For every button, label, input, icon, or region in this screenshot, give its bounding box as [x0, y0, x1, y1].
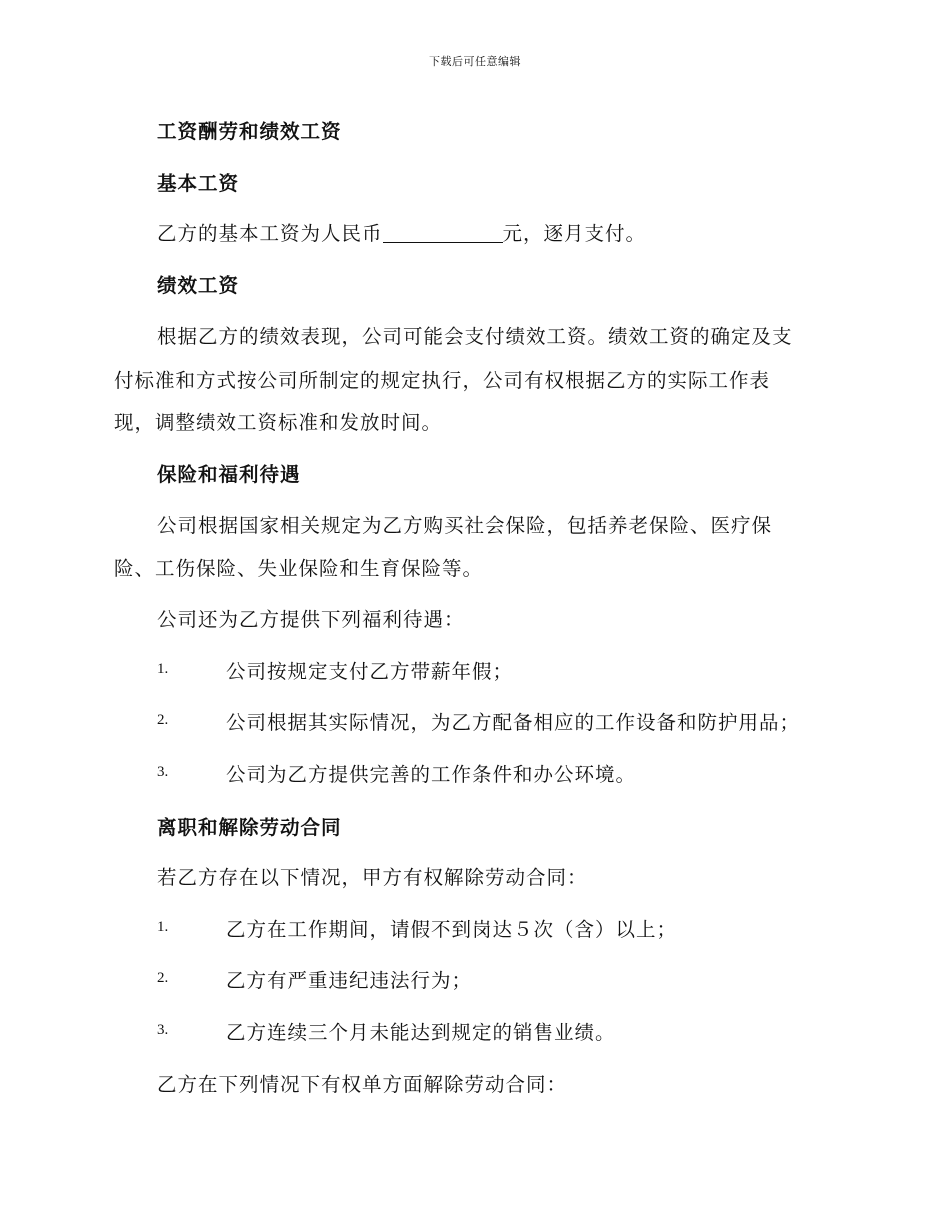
section-title: 工资酬劳和绩效工资 [157, 120, 342, 143]
termination-item-number: 2. [157, 970, 169, 986]
termination-intro: 若乙方存在以下情况，甲方有权解除劳动合同： [157, 866, 588, 889]
page-header: 下载后可任意编辑 [429, 55, 521, 68]
basic-salary-text-before: 乙方的基本工资为人民币 [157, 222, 383, 245]
basic-salary-heading: 基本工资 [157, 172, 240, 195]
termination-item-text: 乙方有严重违纪违法行为； [226, 969, 473, 992]
benefit-item-text: 公司为乙方提供完善的工作条件和办公环境。 [226, 763, 637, 786]
termination-heading: 离职和解除劳动合同 [157, 816, 342, 839]
salary-amount-blank [383, 224, 503, 243]
performance-paragraph-line: 现，调整绩效工资标准和发放时间。 [114, 411, 443, 434]
insurance-paragraph-line: 公司根据国家相关规定为乙方购买社会保险，包括养老保险、医疗保 [157, 514, 773, 537]
employee-termination-right: 乙方在下列情况下有权单方面解除劳动合同： [157, 1073, 568, 1096]
basic-salary-text-after: 元，逐月支付。 [502, 222, 647, 245]
basic-salary-text [157, 218, 646, 246]
benefit-item-text: 公司按规定支付乙方带薪年假； [226, 660, 514, 683]
benefit-item-text: 公司根据其实际情况，为乙方配备相应的工作设备和防护用品； [226, 711, 801, 734]
benefit-item-number: 1. [157, 661, 169, 677]
insurance-paragraph-line: 险、工伤保险、失业保险和生育保险等。 [114, 557, 484, 580]
termination-item-text: 乙方在工作期间，请假不到岗达５次（含）以上； [226, 918, 678, 941]
benefit-item-number: 3. [157, 764, 169, 780]
performance-salary-heading: 绩效工资 [157, 274, 240, 297]
termination-item-number: 1. [157, 919, 169, 935]
termination-item-text: 乙方连续三个月未能达到规定的销售业绩。 [226, 1021, 616, 1044]
benefit-item-number: 2. [157, 712, 169, 728]
performance-paragraph-line: 付标准和方式按公司所制定的规定执行，公司有权根据乙方的实际工作表 [114, 369, 771, 392]
insurance-heading: 保险和福利待遇 [157, 463, 301, 486]
termination-item-number: 3. [157, 1022, 169, 1038]
performance-paragraph-line: 根据乙方的绩效表现，公司可能会支付绩效工资。绩效工资的确定及支 [157, 325, 793, 348]
benefits-intro: 公司还为乙方提供下列福利待遇： [157, 608, 465, 631]
